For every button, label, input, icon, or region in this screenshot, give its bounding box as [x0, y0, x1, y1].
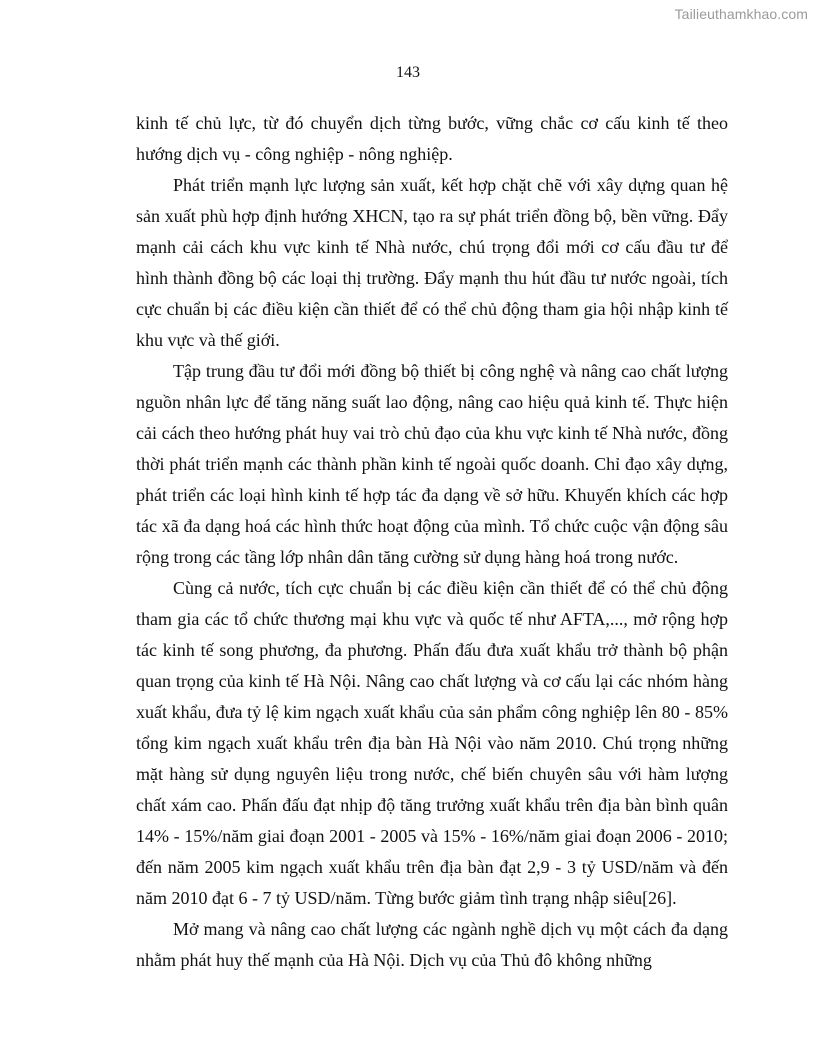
paragraph-export: Cùng cả nước, tích cực chuẩn bị các điều kiện cần thiết để có thể chủ động tham gia các tổ chức thương mại khu vực và quốc tế như AFTA,..., mở rộng hợp tác kinh tế song phương, đa phương. Phấn đấu đưa xuất khẩu trở thành bộ phận quan trọng của kinh tế Hà Nội. Nâng cao chất lượng và cơ cấu lại các nhóm hàng xuất khẩu, đưa tỷ lệ kim ngạch xuất khẩu của sản phẩm công nghiệp lên 80 - 85% tổng kim ngạch xuất khẩu trên địa bàn Hà Nội vào năm 2010. Chú trọng những mặt hàng sử dụng nguyên liệu trong nước, chế biến chuyên sâu với hàm lượng chất xám cao. Phấn đấu đạt nhịp độ tăng trưởng xuất khẩu trên địa bàn bình quân 14% - 15%/năm giai đoạn 2001 - 2005 và 15% - 16%/năm giai đoạn 2006 - 2010; đến năm 2005 kim ngạch xuất khẩu trên địa bàn đạt 2,9 - 3 tỷ USD/năm và đến năm 2010 đạt 6 - 7 tỷ USD/năm. Từng bước giảm tình trạng nhập siêu[26]. [136, 578, 728, 908]
paragraph-services: Mở mang và nâng cao chất lượng các ngành nghề dịch vụ một cách đa dạng nhằm phát huy thế mạnh của Hà Nội. Dịch vụ của Thủ đô không những [136, 919, 728, 970]
watermark: Tailieuthamkhao.com [674, 6, 808, 22]
paragraph-production-forces: Phát triển mạnh lực lượng sản xuất, kết hợp chặt chẽ với xây dựng quan hệ sản xuất phù hợp định hướng XHCN, tạo ra sự phát triển đồng bộ, bền vững. Đẩy mạnh cải cách khu vực kinh tế Nhà nước, chú trọng đổi mới cơ cấu đầu tư để hình thành đồng bộ các loại thị trường. Đẩy mạnh thu hút đầu tư nước ngoài, tích cực chuẩn bị các điều kiện cần thiết để có thể chủ động tham gia hội nhập kinh tế khu vực và thế giới. [136, 175, 728, 350]
paragraph-technology-investment: Tập trung đầu tư đổi mới đồng bộ thiết bị công nghệ và nâng cao chất lượng nguồn nhân lực để tăng năng suất lao động, nâng cao hiệu quả kinh tế. Thực hiện cải cách theo hướng phát huy vai trò chủ đạo của khu vực kinh tế Nhà nước, đồng thời phát triển mạnh các thành phần kinh tế ngoài quốc doanh. Chỉ đạo xây dựng, phát triển các loại hình kinh tế hợp tác đa dạng về sở hữu. Khuyến khích các hợp tác xã đa dạng hoá các hình thức hoạt động của mình. Tổ chức cuộc vận động sâu rộng trong các tầng lớp nhân dân tăng cường sử dụng hàng hoá trong nước. [136, 361, 728, 567]
page-body [136, 108, 728, 976]
paragraph-continuation: kinh tế chủ lực, từ đó chuyển dịch từng bước, vững chắc cơ cấu kinh tế theo hướng dịch vụ - công nghiệp - nông nghiệp. [136, 113, 728, 164]
page-number: 143 [396, 64, 420, 81]
